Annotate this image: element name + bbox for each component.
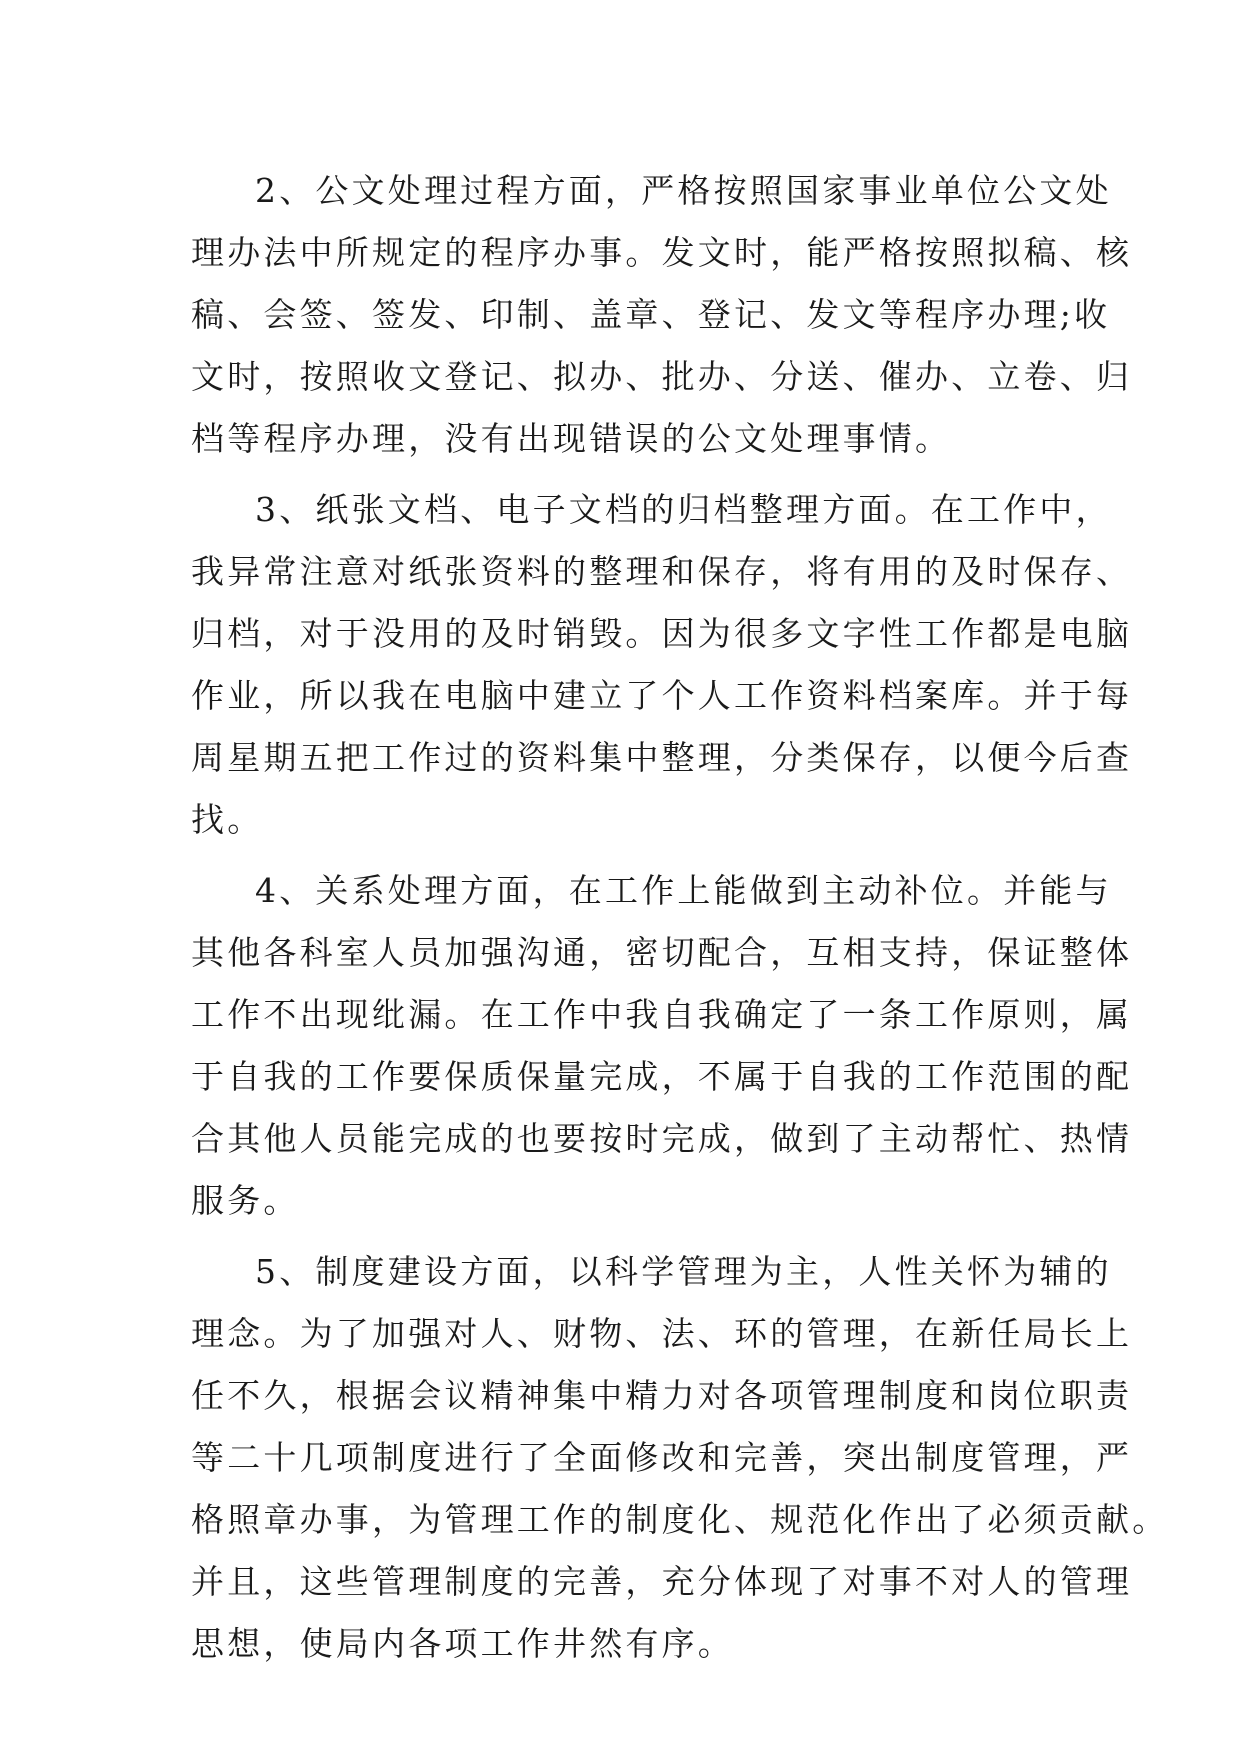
paragraph-line: 归档，对于没用的及时销毁。因为很多文字性工作都是电脑 — [191, 614, 1133, 653]
paragraph-line: 2、公文处理过程方面，严格按照国家事业单位公文处 — [255, 171, 1112, 210]
paragraph-line: 理念。为了加强对人、财物、法、环的管理，在新任局长上 — [191, 1314, 1133, 1353]
paragraph-line: 等二十几项制度进行了全面修改和完善，突出制度管理，严 — [191, 1438, 1133, 1477]
paragraph-line: 档等程序办理，没有出现错误的公文处理事情。 — [191, 419, 952, 458]
paragraph-line: 工作不出现纰漏。在工作中我自我确定了一条工作原则，属 — [191, 995, 1133, 1034]
paragraph-item-5 — [191, 1241, 1169, 1675]
paragraph-line: 于自我的工作要保质保量完成，不属于自我的工作范围的配 — [191, 1057, 1133, 1096]
paragraph-line: 我异常注意对纸张资料的整理和保存，将有用的及时保存、 — [191, 552, 1133, 591]
paragraph-line: 并且，这些管理制度的完善，充分体现了对事不对人的管理 — [191, 1562, 1133, 1601]
paragraph-line: 理办法中所规定的程序办事。发文时，能严格按照拟稿、核 — [191, 233, 1133, 272]
paragraph-line: 3、纸张文档、电子文档的归档整理方面。在工作中， — [255, 490, 1112, 529]
paragraph-line: 任不久，根据会议精神集中精力对各项管理制度和岗位职责 — [191, 1376, 1133, 1415]
paragraph-line: 其他各科室人员加强沟通，密切配合，互相支持，保证整体 — [191, 933, 1133, 972]
paragraph-item-2 — [191, 160, 1133, 470]
paragraph-line: 服务。 — [191, 1181, 300, 1220]
paragraph-line: 格照章办事，为管理工作的制度化、规范化作出了必须贡献。 — [191, 1500, 1169, 1539]
paragraph-line: 5、制度建设方面，以科学管理为主，人性关怀为辅的 — [255, 1252, 1112, 1291]
paragraph-line: 作业，所以我在电脑中建立了个人工作资料档案库。并于每 — [191, 676, 1133, 715]
paragraph-line: 稿、会签、签发、印制、盖章、登记、发文等程序办理;收 — [191, 295, 1111, 334]
paragraph-item-3 — [191, 479, 1133, 851]
paragraph-line: 合其他人员能完成的也要按时完成，做到了主动帮忙、热情 — [191, 1119, 1133, 1158]
paragraph-line: 文时，按照收文登记、拟办、批办、分送、催办、立卷、归 — [191, 357, 1133, 396]
paragraph-line: 周星期五把工作过的资料集中整理，分类保存，以便今后查 — [191, 738, 1133, 777]
paragraph-line: 找。 — [191, 800, 264, 839]
document-body — [191, 160, 1169, 1684]
paragraph-item-4 — [191, 860, 1133, 1232]
paragraph-line: 思想，使局内各项工作井然有序。 — [191, 1624, 734, 1663]
paragraph-line: 4、关系处理方面，在工作上能做到主动补位。并能与 — [255, 871, 1112, 910]
